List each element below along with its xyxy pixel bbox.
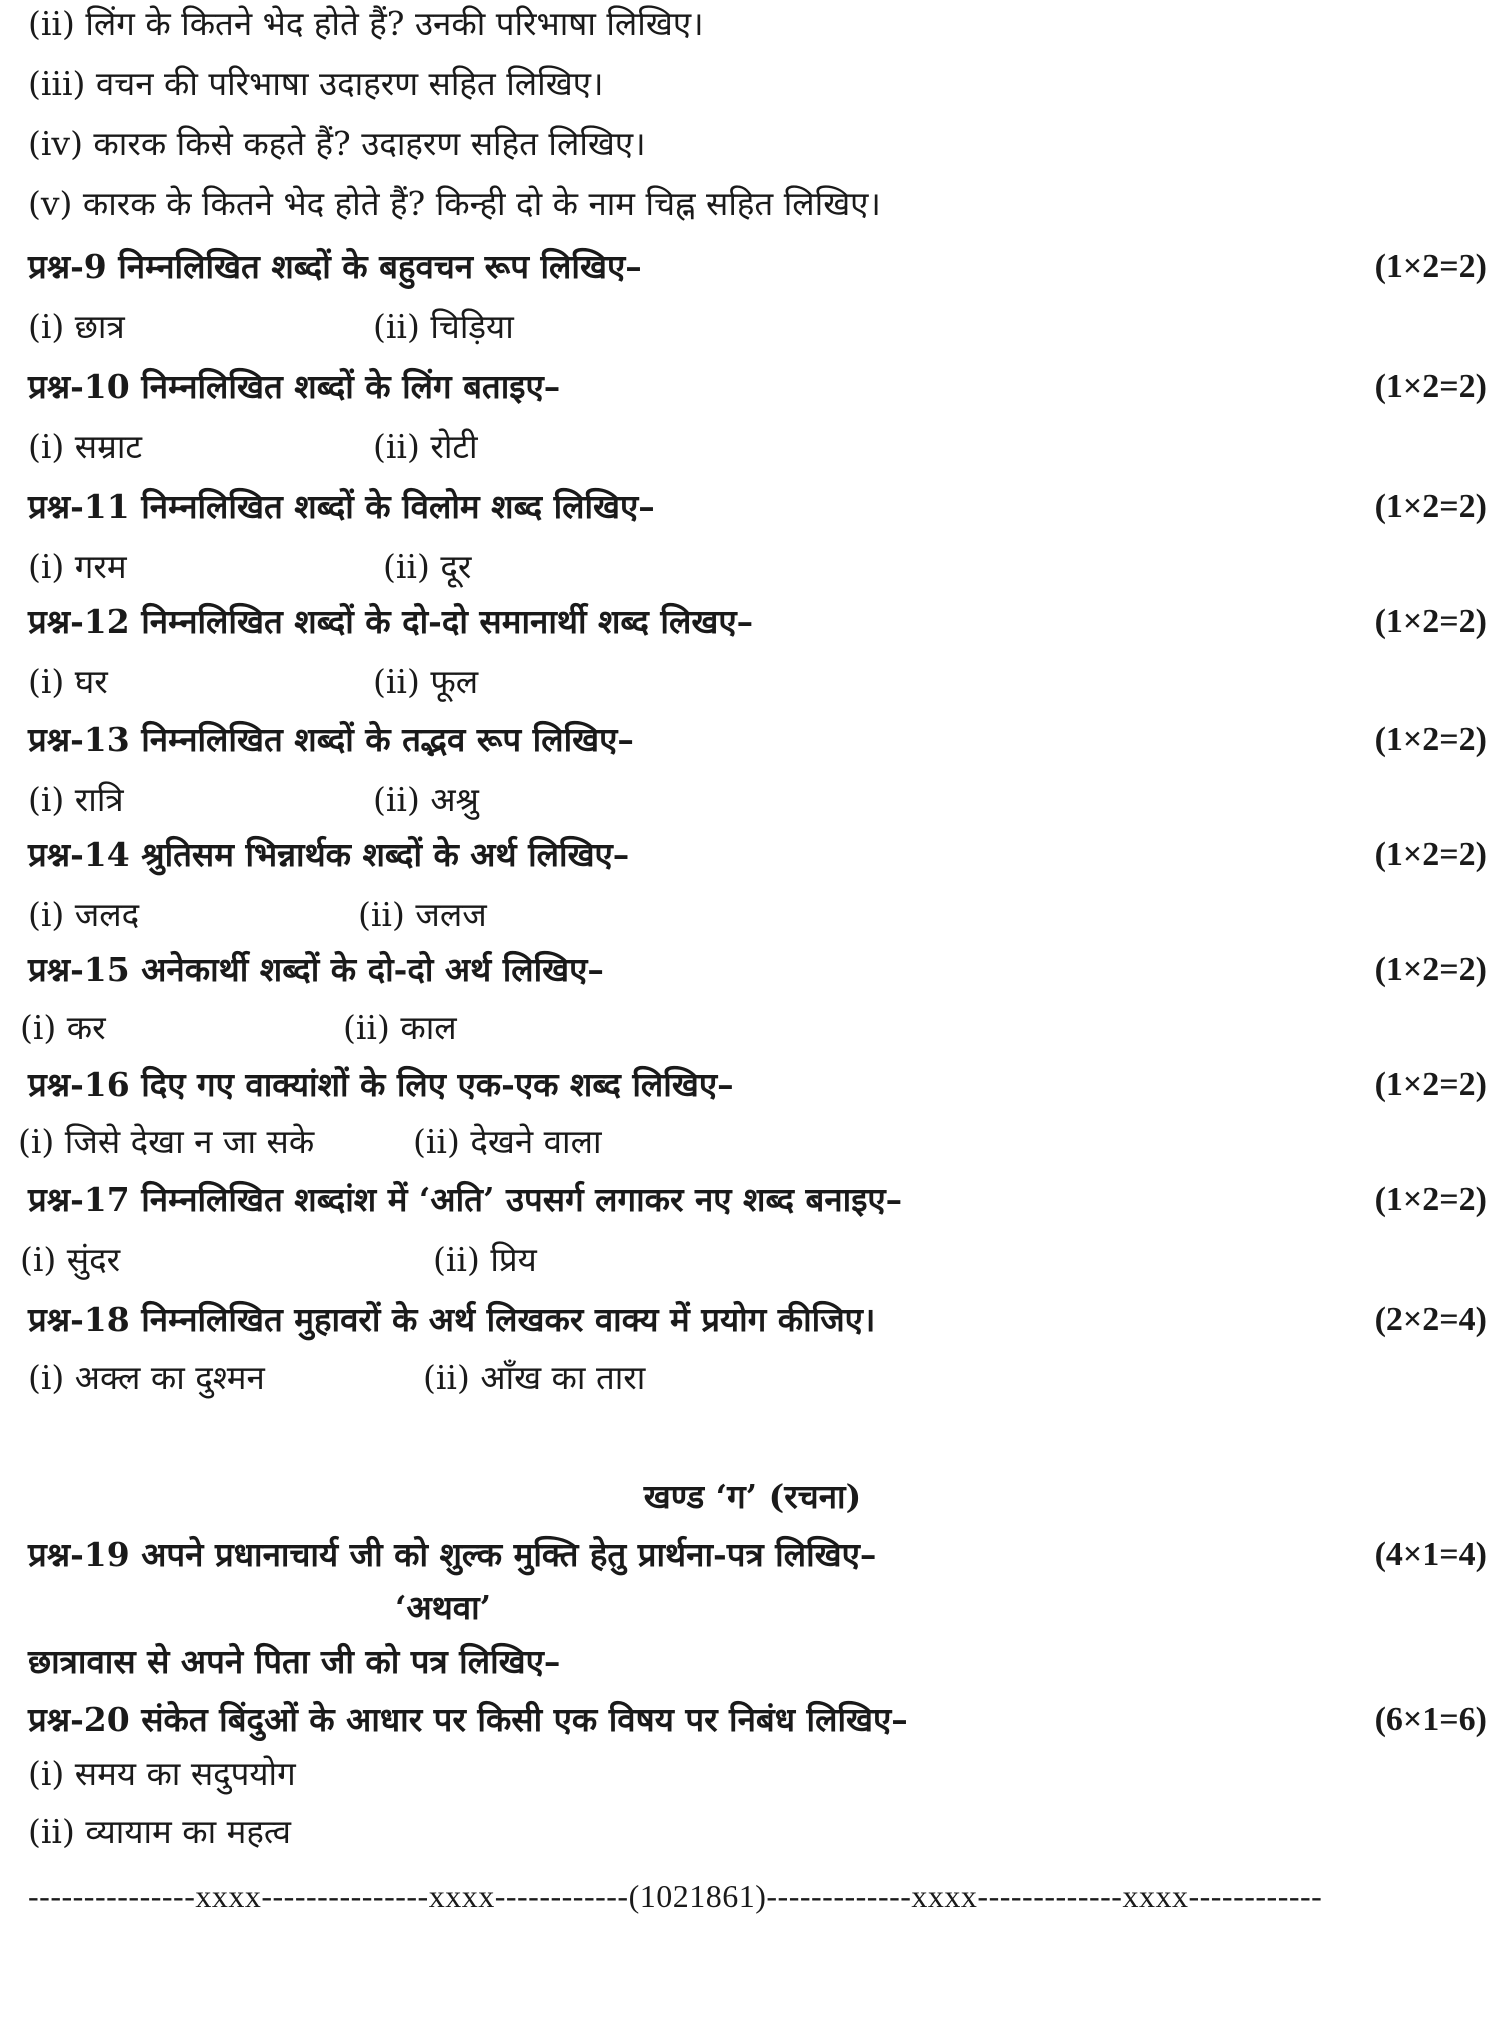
question-marks: (2×2=4)	[1374, 1301, 1487, 1338]
question-label: प्रश्न-12 निम्नलिखित शब्दों के दो-दो समानार्थी शब्द लिखए–	[28, 602, 754, 641]
option-1: (i) घर	[28, 662, 108, 701]
question-marks: (1×2=2)	[1374, 836, 1487, 873]
top-item: (iv) कारक किसे कहते हैं? उदाहरण सहित लिखिए।	[28, 124, 646, 163]
option-1: (i) अक्ल का दुश्मन	[28, 1358, 265, 1397]
question-marks: (6×1=6)	[1374, 1701, 1487, 1738]
question-row	[28, 245, 1487, 289]
option-2: (ii) अश्रु	[373, 780, 479, 819]
option-1: (i) रात्रि	[28, 780, 124, 819]
question-label: प्रश्न-16 दिए गए वाक्यांशों के लिए एक-एक शब्द लिखिए–	[28, 1065, 734, 1104]
question-marks: (1×2=2)	[1374, 1066, 1487, 1103]
question-row	[28, 485, 1487, 529]
question-label: प्रश्न-11 निम्नलिखित शब्दों के विलोम शब्द लिखिए–	[28, 487, 655, 526]
option-2: (ii) चिड़िया	[373, 307, 514, 346]
question-marks: (1×2=2)	[1374, 368, 1487, 405]
option-1: (i) कर	[20, 1008, 106, 1047]
question-label: प्रश्न-20 संकेत बिंदुओं के आधार पर किसी एक विषय पर निबंध लिखिए–	[28, 1700, 908, 1739]
option-2: (ii) रोटी	[373, 427, 478, 466]
option-1: (i) सम्राट	[28, 427, 143, 466]
question-row	[28, 948, 1487, 992]
footer-separator: ---------------xxxx---------------xxxx------------(1021861)-------------xxxx-------------xxxx------------	[28, 1878, 1323, 1914]
option-2: (ii) काल	[343, 1008, 457, 1047]
question-row	[28, 718, 1487, 762]
option-1: (i) जलद	[28, 895, 140, 934]
question-row	[28, 600, 1487, 644]
option-1: (i) सुंदर	[20, 1240, 121, 1279]
question-row	[28, 1698, 1487, 1742]
question-row	[28, 833, 1487, 877]
essay-option: (ii) व्यायाम का महत्व	[28, 1812, 291, 1851]
question-label: प्रश्न-17 निम्नलिखित शब्दांश में ‘अति’ उपसर्ग लगाकर नए शब्द बनाइए–	[28, 1180, 903, 1219]
option-1: (i) गरम	[28, 547, 127, 586]
option-1: (i) जिसे देखा न जा सके	[18, 1122, 315, 1161]
question-marks: (1×2=2)	[1374, 488, 1487, 525]
question-row	[28, 1298, 1487, 1342]
question-label: प्रश्न-18 निम्नलिखित मुहावरों के अर्थ लिखकर वाक्य में प्रयोग कीजिए।	[28, 1300, 876, 1339]
question-row	[28, 1063, 1487, 1107]
option-2: (ii) दूर	[383, 547, 472, 586]
question-label: प्रश्न-14 श्रुतिसम भिन्नार्थक शब्दों के अर्थ लिखिए–	[28, 835, 630, 874]
option-2: (ii) जलज	[358, 895, 487, 934]
question-row	[28, 1533, 1487, 1577]
question-marks: (1×2=2)	[1374, 603, 1487, 640]
question-label: प्रश्न-15 अनेकार्थी शब्दों के दो-दो अर्थ लिखिए–	[28, 950, 604, 989]
question-marks: (1×2=2)	[1374, 248, 1487, 285]
question-marks: (1×2=2)	[1374, 721, 1487, 758]
question-label: प्रश्न-13 निम्नलिखित शब्दों के तद्भव रूप लिखिए–	[28, 720, 634, 759]
question-label: प्रश्न-10 निम्नलिखित शब्दों के लिंग बताइए–	[28, 367, 561, 406]
question-marks: (4×1=4)	[1374, 1536, 1487, 1573]
section-heading: खण्ड ‘ग’ (रचना)	[643, 1477, 862, 1516]
question-label: प्रश्न-9 निम्नलिखित शब्दों के बहुवचन रूप लिखिए–	[28, 247, 642, 286]
question-row	[28, 1178, 1487, 1222]
alternate-question: छात्रावास से अपने पिता जी को पत्र लिखिए–	[28, 1642, 561, 1681]
or-label: ‘अथवा’	[395, 1588, 492, 1627]
top-item: (iii) वचन की परिभाषा उदाहरण सहित लिखिए।	[28, 64, 604, 103]
question-marks: (1×2=2)	[1374, 1181, 1487, 1218]
essay-option: (i) समय का सदुपयोग	[28, 1754, 296, 1793]
top-item: (v) कारक के कितने भेद होते हैं? किन्ही दो के नाम चिह्न सहित लिखिए।	[28, 184, 881, 223]
option-2: (ii) प्रिय	[433, 1240, 537, 1279]
question-marks: (1×2=2)	[1374, 951, 1487, 988]
question-row	[28, 365, 1487, 409]
option-1: (i) छात्र	[28, 307, 125, 346]
option-2: (ii) देखने वाला	[413, 1122, 602, 1161]
option-2: (ii) आँख का तारा	[423, 1358, 646, 1397]
top-item: (ii) लिंग के कितने भेद होते हैं? उनकी परिभाषा लिखिए।	[28, 4, 704, 43]
option-2: (ii) फूल	[373, 662, 479, 701]
question-label: प्रश्न-19 अपने प्रधानाचार्य जी को शुल्क मुक्ति हेतु प्रार्थना-पत्र लिखिए–	[28, 1535, 877, 1574]
